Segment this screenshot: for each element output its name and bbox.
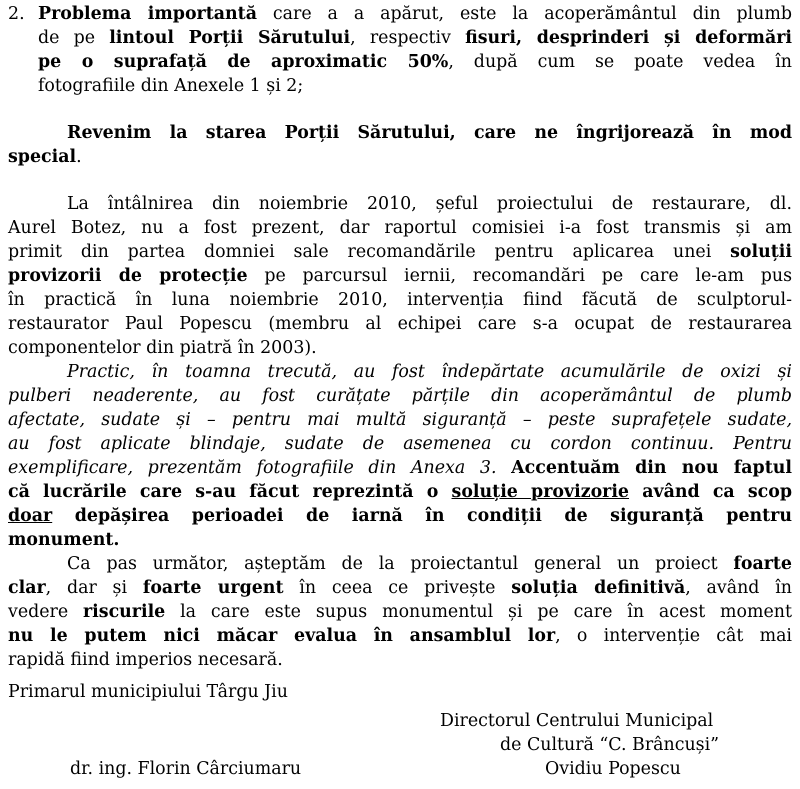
paragraph2-line: monument.	[8, 530, 120, 550]
director-title-line1: Directorul Centrului Municipal	[440, 711, 714, 731]
paragraph1-line: provizorii de protecție pe parcursul iernii, recomandări pe care le-am pus	[8, 266, 792, 286]
paragraph1-line: primit din partea domniei sale recomandările pentru aplicarea unei soluții	[8, 242, 792, 262]
director-title-line2: de Cultură “C. Brâncuși”	[500, 735, 720, 755]
paragraph1-line: în practică în luna noiembrie 2010, intervenția fiind făcută de sculptorul-	[8, 290, 792, 310]
paragraph2-line: pulberi neaderente, au fost curățate părțile din acoperământul de plumb	[8, 386, 792, 406]
paragraph2-line: Practic, în toamna trecută, au fost îndepărtate acumulările de oxizi și	[67, 362, 792, 382]
mayor-name: dr. ing. Florin Cârciumaru	[70, 759, 302, 779]
paragraph2-line: doar depășirea perioadei de iarnă în condiții de siguranță pentru	[8, 506, 792, 526]
mayor-title: Primarul municipiului Târgu Jiu	[8, 682, 288, 702]
paragraph1-line: Aurel Botez, nu a fost prezent, dar raportul comisiei i-a fost transmis și am	[8, 218, 792, 238]
paragraph1-line: restaurator Paul Popescu (membru al echipei care s-a ocupat de restaurarea	[8, 314, 792, 334]
paragraph1-line: La întâlnirea din noiembrie 2010, șeful proiectului de restaurare, dl.	[67, 194, 792, 214]
revenim-heading-line: Revenim la starea Porții Sărutului, care ne îngrijorează în mod	[67, 123, 792, 143]
paragraph2-line: exemplificare, prezentăm fotografiile din Anexa 3. Accentuăm din nou faptul	[8, 458, 792, 478]
director-name: Ovidiu Popescu	[545, 759, 681, 779]
item2-line: Problema importantă care a a apărut, este la acoperământul din plumb	[38, 4, 792, 24]
paragraph3-line: Ca pas următor, așteptăm de la proiectantul general un proiect foarte	[67, 554, 792, 574]
revenim-heading-line: special.	[8, 147, 82, 167]
list-number: 2.	[8, 4, 25, 24]
paragraph2-line: afectate, sudate și – pentru mai multă siguranță – peste suprafețele sudate,	[8, 410, 792, 430]
paragraph2-line: au fost aplicate blindaje, sudate de asemenea cu cordon continuu. Pentru	[8, 434, 792, 454]
paragraph3-line: nu le putem nici măcar evalua în ansamblul lor, o intervenție cât mai	[8, 626, 792, 646]
paragraph1-line: componentelor din piatră în 2003).	[8, 338, 317, 358]
item2-line: fotografiile din Anexele 1 și 2;	[38, 76, 304, 96]
item2-line: de pe lintoul Porții Sărutului, respectiv fisuri, desprinderi și deformări	[38, 28, 792, 48]
paragraph3-line: vedere riscurile la care este supus monumentul și pe care în acest moment	[8, 602, 792, 622]
paragraph3-line: rapidă fiind imperios necesară.	[8, 650, 283, 670]
paragraph2-line: că lucrările care s-au făcut reprezintă o soluție provizorie având ca scop	[8, 482, 793, 502]
paragraph3-line: clar, dar și foarte urgent în ceea ce privește soluția definitivă, având în	[8, 578, 792, 598]
item2-line: pe o suprafață de aproximatic 50%, după cum se poate vedea în	[38, 52, 792, 72]
